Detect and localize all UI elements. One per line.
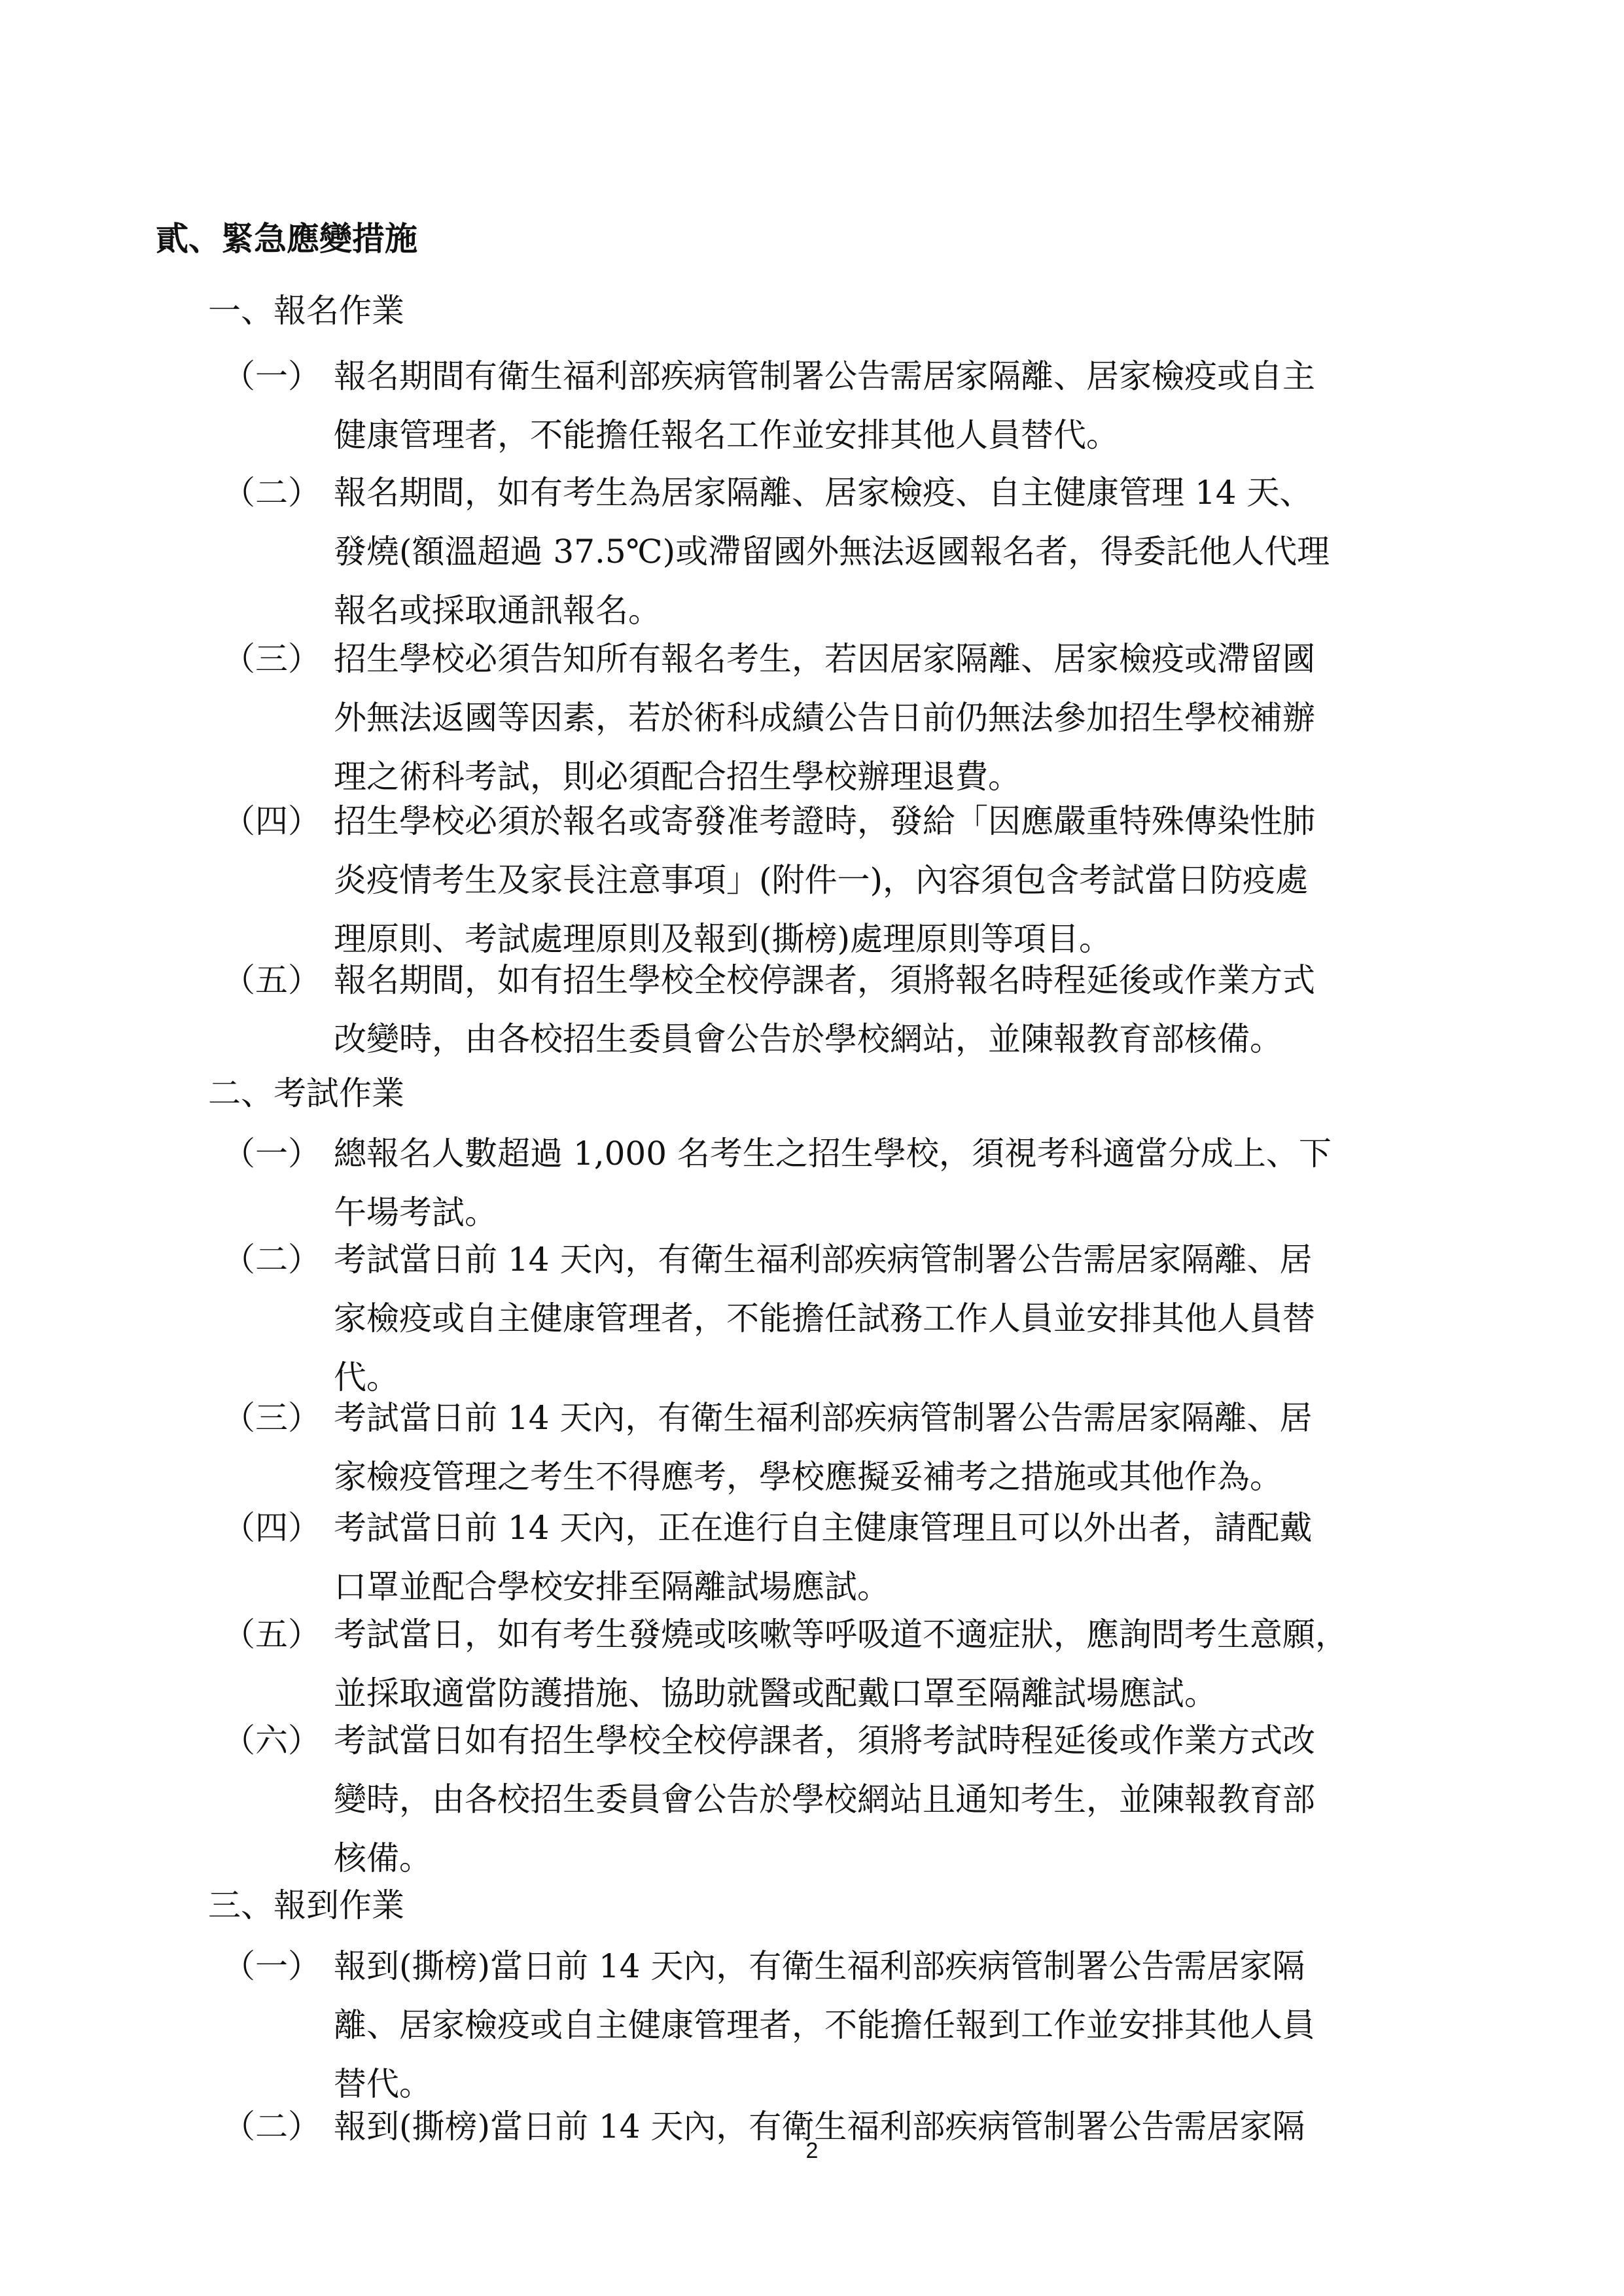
subsection-title: 三、報到作業 [208, 1886, 404, 1924]
item-text [334, 629, 1315, 806]
text-line: 報名期間有衛生福利部疾病管制署公告需居家隔離、居家檢疫或自主 [334, 357, 1315, 395]
text-line: 炎疫情考生及家長注意事項」(附件一)，內容須包含考試當日防疫處 [334, 861, 1309, 899]
item-text [334, 792, 1315, 968]
page-number: 2 [805, 2138, 819, 2163]
text-line: 發燒(額溫超過 37.5℃)或滯留國外無法返國報名者，得委託他人代理 [334, 533, 1330, 571]
item-text [334, 1498, 1312, 1616]
text-line: 口罩並配合學校安排至隔離試場應試。 [334, 1568, 890, 1606]
text-line: 考試當日，如有考生發燒或咳嗽等呼吸道不適症狀，應詢問考生意願， [334, 1616, 1348, 1653]
item-number: （二） [222, 2108, 321, 2146]
text-line: 報名或採取通訊報名。 [334, 592, 661, 629]
item-text [334, 1388, 1312, 1506]
item-text [334, 1711, 1315, 1888]
item-number: （二） [222, 474, 321, 512]
item-text [334, 1230, 1315, 1407]
item-text [334, 1124, 1332, 1242]
text-line: 招生學校必須告知所有報名考生，若因居家隔離、居家檢疫或滯留國 [334, 640, 1315, 678]
text-line: 考試當日前 14 天內，正在進行自主健康管理且可以外出者，請配戴 [334, 1509, 1313, 1547]
text-line: 改變時，由各校招生委員會公告於學校網站，並陳報教育部核備。 [334, 1020, 1282, 1058]
text-line: 報到(撕榜)當日前 14 天內，有衛生福利部疾病管制署公告需居家隔 [334, 2108, 1305, 2146]
text-line: 總報名人數超過 1,000 名考生之招生學校，須視考科適當分成上、下 [334, 1135, 1332, 1173]
item-number: （一） [222, 1947, 321, 1985]
text-line: 變時，由各校招生委員會公告於學校網站且通知考生，並陳報教育部 [334, 1780, 1315, 1818]
item-number: （一） [222, 1135, 321, 1173]
item-text [334, 463, 1330, 640]
text-line: 理之術科考試，則必須配合招生學校辦理退費。 [334, 758, 1021, 796]
item-text [334, 951, 1315, 1069]
item-text [334, 347, 1315, 465]
item-text [334, 1605, 1348, 1723]
item-number: （五） [222, 961, 321, 999]
section-heading: 貳、緊急應變措施 [156, 219, 417, 258]
item-number: （四） [222, 802, 321, 840]
text-line: 考試當日前 14 天內，有衛生福利部疾病管制署公告需居家隔離、居 [334, 1399, 1313, 1437]
text-line: 外無法返國等因素，若於術科成績公告日前仍無法參加招生學校補辦 [334, 699, 1315, 737]
text-line: 午場考試。 [334, 1193, 497, 1231]
text-line: 招生學校必須於報名或寄發准考證時，發給「因應嚴重特殊傳染性肺 [334, 802, 1315, 840]
item-number: （一） [222, 357, 321, 395]
text-line: 家檢疫管理之考生不得應考，學校應擬妥補考之措施或其他作為。 [334, 1458, 1282, 1496]
item-number: （二） [222, 1241, 321, 1279]
item-number: （四） [222, 1509, 321, 1547]
item-number: （三） [222, 640, 321, 678]
item-number: （五） [222, 1616, 321, 1653]
text-line: 考試當日如有招生學校全校停課者，須將考試時程延後或作業方式改 [334, 1722, 1315, 1759]
item-text [334, 1937, 1315, 2113]
text-line: 考試當日前 14 天內，有衛生福利部疾病管制署公告需居家隔離、居 [334, 1241, 1313, 1279]
text-line: 家檢疫或自主健康管理者，不能擔任試務工作人員並安排其他人員替 [334, 1299, 1315, 1337]
text-line: 核備。 [334, 1839, 432, 1877]
text-line: 替代。 [334, 2065, 432, 2103]
text-line: 理原則、考試處理原則及報到(撕榜)處理原則等項目。 [334, 920, 1112, 958]
subsection-title: 二、考試作業 [208, 1074, 404, 1112]
text-line: 報名期間，如有招生學校全校停課者，須將報名時程延後或作業方式 [334, 961, 1315, 999]
text-line: 代。 [334, 1358, 399, 1396]
text-line: 健康管理者，不能擔任報名工作並安排其他人員替代。 [334, 416, 1119, 454]
text-line: 離、居家檢疫或自主健康管理者，不能擔任報到工作並安排其他人員 [334, 2006, 1315, 2044]
text-line: 報到(撕榜)當日前 14 天內，有衛生福利部疾病管制署公告需居家隔 [334, 1947, 1305, 1985]
text-line: 報名期間，如有考生為居家隔離、居家檢疫、自主健康管理 14 天、 [334, 474, 1313, 512]
subsection-title: 一、報名作業 [208, 292, 404, 330]
item-number: （六） [222, 1722, 321, 1759]
item-number: （三） [222, 1399, 321, 1437]
text-line: 並採取適當防護措施、協助就醫或配戴口罩至隔離試場應試。 [334, 1674, 1217, 1712]
